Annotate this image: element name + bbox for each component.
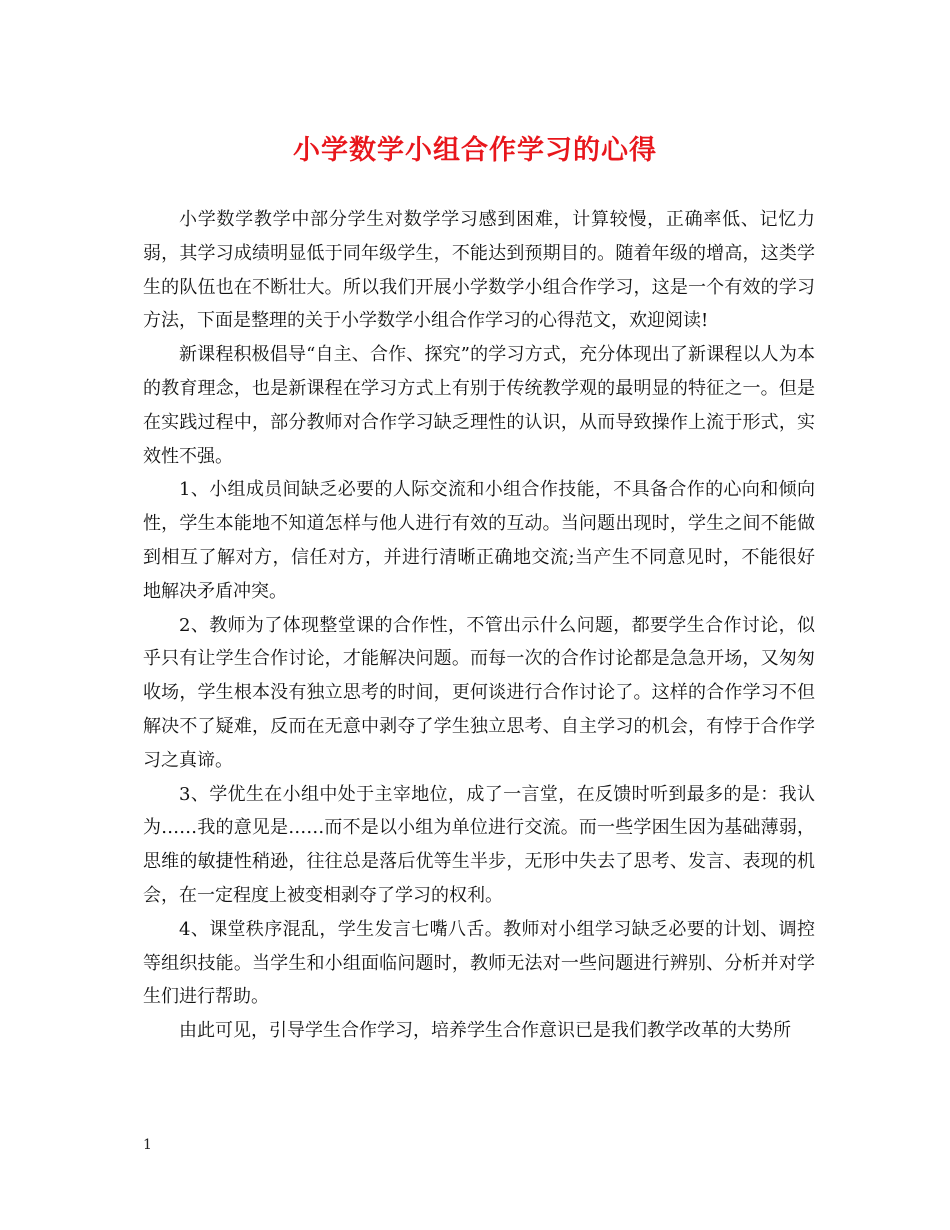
paragraph-point-4: 4、课堂秩序混乱，学生发言七嘴八舌。教师对小组学习缺乏必要的计划、调控等组织技能。当学生和小组面临问题时，教师无法对一些问题进行辨别、分析并对学生们进行帮助。 bbox=[143, 918, 815, 1008]
paragraph-point-2: 2、教师为了体现整堂课的合作性，不管出示什么问题，都要学生合作讨论，似乎只有让学生合作讨论，才能解决问题。而每一次的合作讨论都是急急开场，又匆匆收场，学生根本没有独立思考的时间，更何谈进行合作讨论了。这样的合作学习不但解决不了疑难，反而在无意中剥夺了学生独立思考、自主学习的机会，有悖于合作学习之真谛。 bbox=[143, 614, 815, 771]
paragraph-point-1: 1、小组成员间缺乏必要的人际交流和小组合作技能，不具备合作的心向和倾向性，学生本能地不知道怎样与他人进行有效的互动。当问题出现时，学生之间不能做到相互了解对方，信任对方，并进行清晰正确地交流;当产生不同意见时，不能很好地解决矛盾冲突。 bbox=[143, 479, 815, 602]
paragraph-point-3: 3、学优生在小组中处于主宰地位，成了一言堂，在反馈时听到最多的是：我认为……我的意见是……而不是以小组为单位进行交流。而一些学困生因为基础薄弱，思维的敏捷性稍逊，往往总是落后优等生半步，无形中失去了思考、发言、表现的机会，在一定程度上被变相剥夺了学习的权利。 bbox=[143, 783, 815, 906]
paragraph-new-curriculum: 新课程积极倡导“自主、合作、探究”的学习方式，充分体现出了新课程以人为本的教育理念，也是新课程在学习方式上有别于传统教学观的最明显的特征之一。但是在实践过程中，部分教师对合作学习缺乏理性的认识，从而导致操作上流于形式，实效性不强。 bbox=[143, 344, 815, 467]
document-body bbox=[143, 203, 815, 1048]
document-title: 小学数学小组合作学习的心得 bbox=[293, 135, 657, 166]
page-number: 1 bbox=[143, 1137, 152, 1153]
paragraph-intro: 小学数学教学中部分学生对数学学习感到困难，计算较慢，正确率低、记忆力弱，其学习成绩明显低于同年级学生，不能达到预期目的。随着年级的增高，这类学生的队伍也在不断壮大。所以我们开展小学数学小组合作学习，这是一个有效的学习方法，下面是整理的关于小学数学小组合作学习的心得范文，欢迎阅读! bbox=[143, 209, 815, 332]
paragraph-conclusion: 由此可见，引导学生合作学习，培养学生合作意识已是我们教学改革的大势所 bbox=[179, 1020, 791, 1042]
